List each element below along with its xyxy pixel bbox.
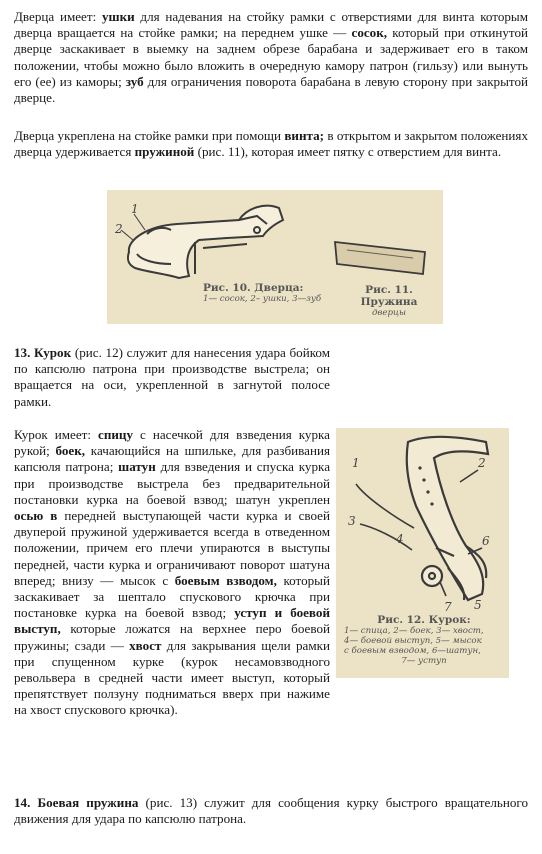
bold-term: винта; — [284, 128, 324, 143]
text-run: качающийся на шпильке, для разбивания капсюля патрона; — [14, 443, 330, 475]
bold-term: боек, — [55, 443, 86, 459]
text-run: с насечкой для взведения курка рукой; — [14, 427, 330, 459]
bold-term: 13. Курок — [14, 345, 72, 360]
bold-term: хвост — [129, 637, 162, 653]
caption-fig11-sub: дверцы — [371, 308, 407, 318]
figure1-label-2: 2 — [115, 222, 123, 236]
text-run: Курок имеет: — [14, 427, 99, 442]
text-run: (рис. 11), которая имеет пятку с отверстием для винта. — [194, 144, 502, 160]
bold-term: боевым взводом, — [174, 572, 277, 588]
caption-fig12-line-2: 4— боевой выступ, 5— мысок — [344, 636, 482, 646]
caption-fig12-line-1: 1— спица, 2— боек, 3— хвост, — [344, 626, 484, 636]
text-run: в открытом и закрытом положениях дверца удерживается — [14, 128, 528, 160]
paragraph-mainspring — [14, 795, 528, 827]
caption-fig12-line-3: с боевым взводом, 6—шатун, — [344, 646, 481, 656]
text-run: для закрывания щели рамки при спущенном курке (курок несамовзводного револьвера в средней части имеет выступ, который препятствует ползуну подниматься вверх при нажиме на хвост спускового крючка). — [14, 637, 330, 718]
bold-term: сосок, — [351, 25, 388, 41]
paragraph-hammer-intro — [14, 345, 330, 410]
paragraph-door-parts — [14, 9, 528, 106]
caption-fig11 — [339, 284, 439, 318]
bold-term: спицу — [98, 427, 134, 442]
figure2-label-4: 4 — [396, 532, 404, 546]
figure-hammer — [336, 428, 509, 678]
text-run: (рис. 12) служит для нанесения удара бойком по капсюлю патрона при производстве выстрела; он вращается на оси, укрепленной в загнутой полосе рамки. — [14, 345, 330, 409]
text-run: который заскакивает за шептало спускового крючка при постановке курка на боевой взвод; — [14, 572, 330, 621]
text-run: Дверца имеет: — [14, 9, 102, 24]
bold-term: зуб — [125, 73, 144, 89]
caption-fig12-line-4: 7— уступ — [401, 656, 447, 666]
caption-fig10-title: Рис. 10. Дверца: — [203, 282, 304, 294]
figure2-label-2: 2 — [478, 456, 486, 470]
figure1-label-1: 1 — [131, 202, 139, 216]
figure2-label-3: 3 — [348, 514, 356, 528]
bold-term: осью в — [14, 508, 58, 524]
figure2-label-6: 6 — [482, 534, 490, 548]
bold-term: шатун — [118, 459, 156, 475]
text-run: для надевания на стойку рамки с отверстиями для винта которым дверца вращается на стойке рамки; на переднем ушке — — [14, 9, 528, 41]
text-run: (рис. 13) служит для сообщения курку быстрого вращательного движения для удара по капсюлю патрона. — [14, 795, 528, 827]
caption-fig10 — [203, 282, 343, 304]
bold-term: 14. Боевая пружина — [14, 795, 139, 810]
caption-fig11-title: Рис. 11. Пружина — [360, 284, 418, 308]
bold-term: уступ и боевой выступ, — [14, 605, 331, 637]
text-run: которые ложатся на верхнее перо боевой пружины; сзади — — [14, 621, 330, 653]
figure2-label-7: 7 — [444, 600, 452, 614]
paragraph-door-mount — [14, 128, 528, 160]
text-run: передней выступающей части курка и своей двуперой пружиной удерживается всегда в отведенном положении, причем его плечи упираются в выступы передней, части курка и ограничивают поворот шатуна вперед; внизу — мысок с — [14, 508, 330, 588]
caption-fig12-title: Рис. 12. Курок: — [377, 614, 471, 626]
text-run: для ограничения поворота барабана в левую сторону при закрытой дверце. — [14, 73, 529, 106]
text-run: Дверца укреплена на стойке рамки при помощи — [14, 128, 285, 143]
figure2-label-1: 1 — [352, 456, 360, 470]
paragraph-hammer-parts — [14, 427, 330, 719]
caption-fig12 — [344, 614, 504, 666]
bold-term: пружиной — [134, 144, 195, 160]
bold-term: ушки — [101, 9, 135, 24]
text-run: для взведения и спуска курка при производстве выстрела без предварительной постановки курка на боевой взвод; шатун укреплен — [14, 459, 331, 507]
figure-door-and-spring — [107, 190, 443, 324]
text-run: который при откинутой дверце заскакивает в выемку на заднем обрезе барабана и задерживает его в таком положении, чтобы можно было вложить в очередную камору патрон (гильзу) или вынуть его (ее) из каморы; — [14, 25, 528, 89]
figure2-label-5: 5 — [474, 598, 482, 612]
caption-fig10-sub: 1— сосок, 2– ушки, 3—зуб — [203, 294, 322, 304]
